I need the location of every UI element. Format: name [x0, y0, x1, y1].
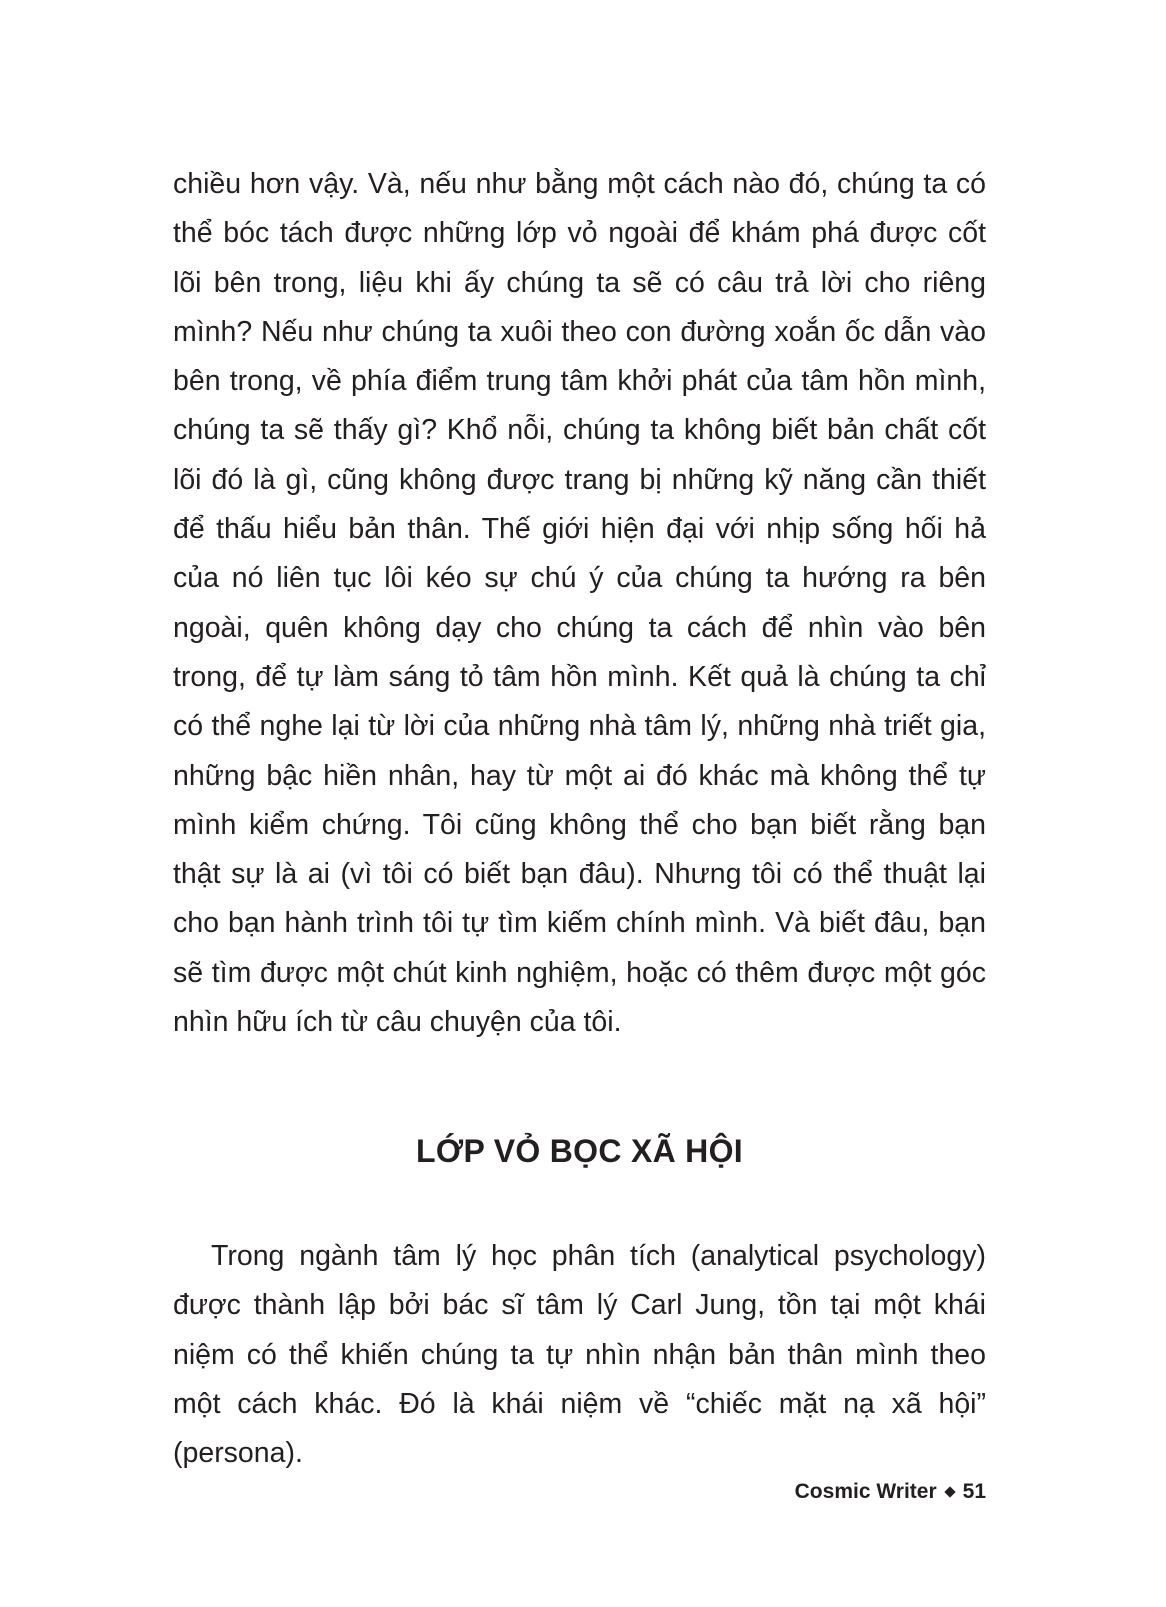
page-footer: [795, 1480, 986, 1504]
footer-page-number: 51: [962, 1480, 986, 1503]
body-paragraph-1: chiều hơn vậy. Và, nếu như bằng một cách nào đó, chúng ta có thể bóc tách được những lớp vỏ ngoài để khám phá được cốt lõi bên trong, liệu khi ấy chúng ta sẽ có câu trả lời cho riêng mình? Nếu như chúng ta xuôi theo con đường xoắn ốc dẫn vào bên trong, về phía điểm trung tâm khởi phát của tâm hồn mình, chúng ta sẽ thấy gì? Khổ nỗi, chúng ta không biết bản chất cốt lõi đó là gì, cũng không được trang bị những kỹ năng cần thiết để thấu hiểu bản thân. Thế giới hiện đại với nhịp sống hối hả của nó liên tục lôi kéo sự chú ý của chúng ta hướng ra bên ngoài, quên không dạy cho chúng ta cách để nhìn vào bên trong, để tự làm sáng tỏ tâm hồn mình. Kết quả là chúng ta chỉ có thể nghe lại từ lời của những nhà tâm lý, những nhà triết gia, những bậc hiền nhân, hay từ một ai đó khác mà không thể tự mình kiểm chứng. Tôi cũng không thể cho bạn biết rằng bạn thật sự là ai (vì tôi có biết bạn đâu). Nhưng tôi có thể thuật lại cho bạn hành trình tôi tự tìm kiếm chính mình. Và biết đâu, bạn sẽ tìm được một chút kinh nghiệm, hoặc có thêm được một góc nhìn hữu ích từ câu chuyện của tôi.: [173, 168, 986, 1039]
footer-book-title: Cosmic Writer: [794, 1480, 937, 1503]
body-paragraph-2: Trong ngành tâm lý học phân tích (analytical psychology) được thành lập bởi bác sĩ tâm lý Carl Jung, tồn tại một khái niệm có thể khiến chúng ta tự nhìn nhận bản thân mình theo một cách khác. Đó là khái niệm về “chiếc mặt nạ xã hội” (persona).: [173, 1240, 986, 1470]
diamond-separator-icon: [944, 1486, 955, 1497]
section-heading: LỚP VỎ BỌC XÃ HỘI: [416, 1133, 743, 1169]
